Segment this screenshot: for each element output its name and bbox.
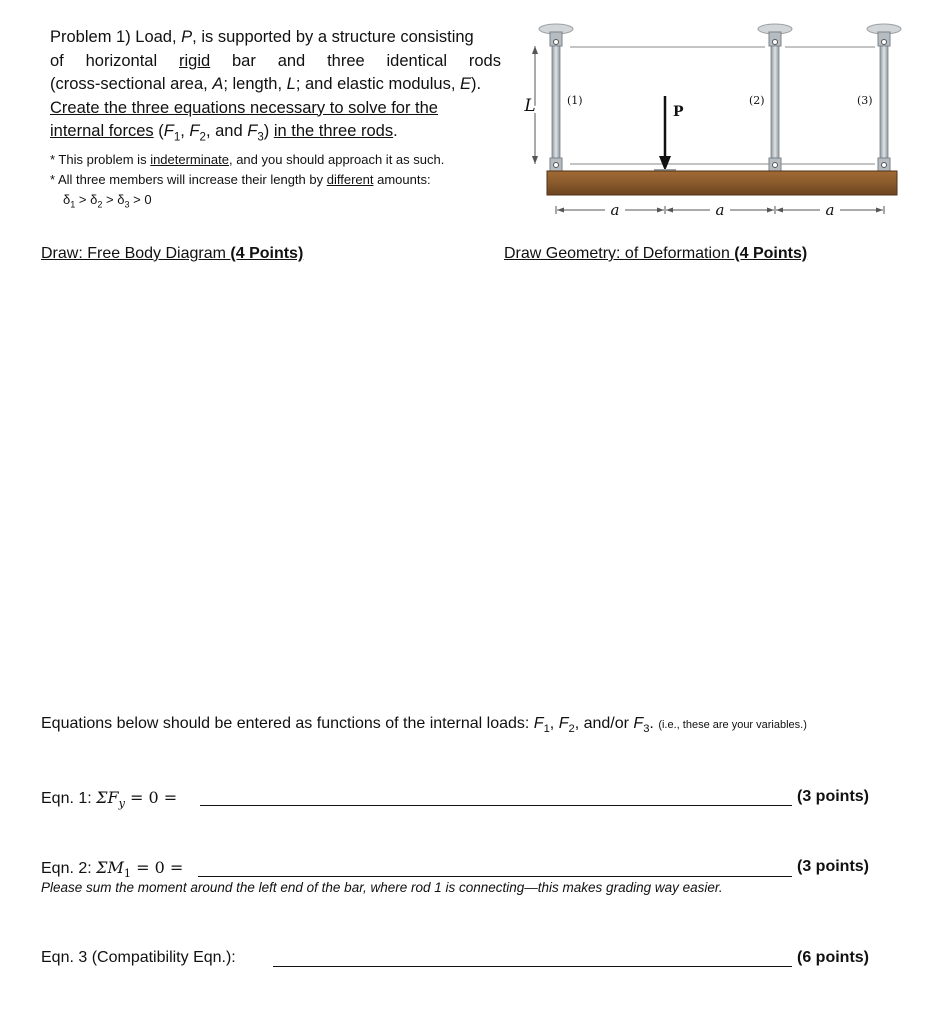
eqn1-math: $\Sigma F_y = 0$ = bbox=[96, 788, 178, 811]
spacing-label-1: a bbox=[610, 201, 620, 219]
problem-line-2: of horizontal rigid bar and three identical rods bbox=[50, 51, 501, 70]
geometry-section-title bbox=[504, 245, 807, 263]
label-L: L bbox=[524, 96, 536, 116]
eqn2-label: Eqn. 2: $\Sigma M_1 = 0$ = bbox=[41, 858, 184, 881]
spacing-label-2: a bbox=[715, 201, 725, 219]
eqn2-hint: Please sum the moment around the left end of the bar, where rod 1 is connecting—this makes grading way easier. bbox=[41, 880, 723, 895]
problem-line-1: Problem 1) Load, P, is supported by a structure consisting bbox=[50, 28, 474, 46]
note-indeterminate: * This problem is indeterminate, and you should approach it as such. bbox=[50, 151, 445, 167]
fbd-title-text: Draw: Free Body Diagram bbox=[41, 245, 231, 262]
geometry-title-points: (4 Points) bbox=[734, 245, 808, 262]
eqn1-label: Eqn. 1: $\Sigma F_y = 0$ = bbox=[41, 788, 178, 811]
geometry-title-text: Draw Geometry: of Deformation bbox=[504, 245, 735, 262]
problem-line-5: internal forces ($F_1$, $F_2$, and $F_3$) in the three rods. bbox=[50, 122, 398, 144]
instructions-main: Equations below should be entered as functions of the internal loads: $F_1$, $F_2$, and/or $F_3$. bbox=[41, 715, 654, 736]
eqn2-points: (3 points) bbox=[797, 858, 869, 875]
eqn3-answer-field[interactable] bbox=[273, 966, 792, 967]
fbd-section-title bbox=[41, 245, 303, 263]
rigid-bar bbox=[547, 171, 897, 195]
load-label-P: P bbox=[673, 104, 684, 120]
problem-line-3: (cross-sectional area, A; length, L; and elastic modulus, E). bbox=[50, 75, 482, 93]
spacing-label-3: a bbox=[825, 201, 835, 219]
eqn2-answer-field[interactable] bbox=[198, 876, 792, 877]
eqn1-points: (3 points) bbox=[797, 788, 869, 805]
instructions-aside: (i.e., these are your variables.) bbox=[658, 719, 807, 731]
note-different-amounts: * All three members will increase their length by different amounts: bbox=[50, 171, 431, 187]
eqn2-math: $\Sigma M_1 = 0$ = bbox=[96, 858, 184, 881]
problem-statement bbox=[50, 26, 501, 214]
instructions bbox=[41, 715, 807, 735]
note-delta-order: $\delta_1 > \delta_2 > \delta_3 > 0$ bbox=[63, 191, 152, 210]
fbd-title-points: (4 Points) bbox=[230, 245, 304, 262]
eqn1-answer-field[interactable] bbox=[200, 805, 792, 806]
problem-line-4: Create the three equations necessary to solve for the bbox=[50, 98, 438, 117]
eqn3-points: (6 points) bbox=[797, 949, 869, 966]
rod-label-3: (3) bbox=[857, 94, 873, 107]
eqn3-label: Eqn. 3 (Compatibility Eqn.): bbox=[41, 949, 236, 966]
rod-label-1: (1) bbox=[567, 94, 583, 107]
structure-figure bbox=[510, 18, 920, 228]
rod-label-2: (2) bbox=[749, 94, 765, 107]
